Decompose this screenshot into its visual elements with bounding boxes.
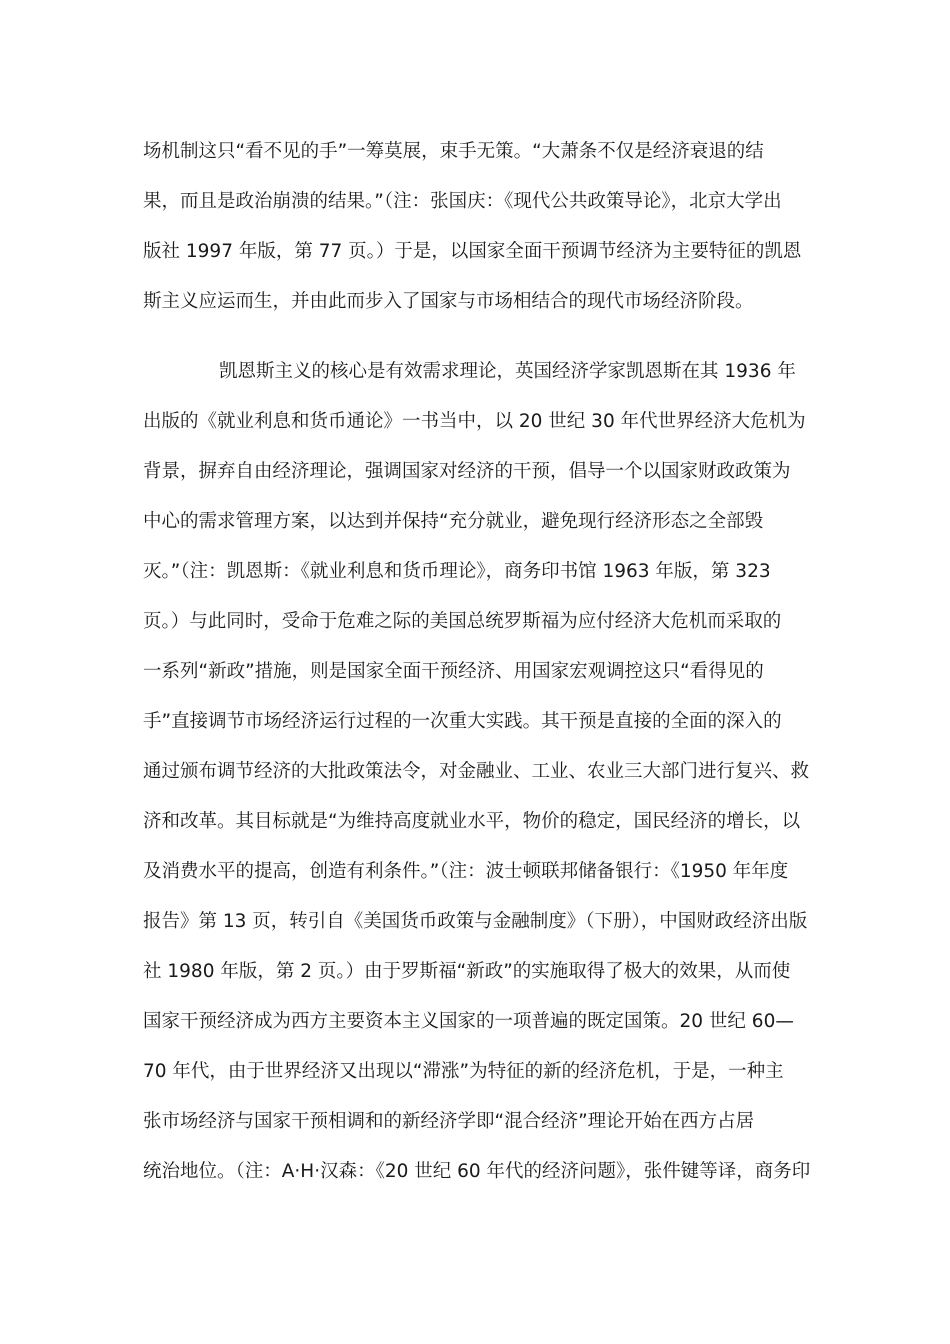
text-line: 果，而且是政治崩溃的结果。”（注：张国庆：《现代公共政策导论》，北京大学出: [143, 191, 782, 212]
text-line: 社 1980 年版，第 2 页。）由于罗斯福“新政”的实施取得了极大的效果，从而使: [143, 961, 791, 982]
text-line: 手”直接调节市场经济运行过程的一次重大实践。其干预是直接的全面的深入的: [143, 711, 782, 732]
text-line: 统治地位。（注：A·H·汉森：《20 世纪 60 年代的经济问题》，张件键等译，商务印: [143, 1161, 811, 1182]
text-line: 中心的需求管理方案，以达到并保持“充分就业，避免现行经济形态之全部毁: [143, 511, 764, 532]
text-line: 页。）与此同时，受命于危难之际的美国总统罗斯福为应付经济大危机而采取的: [143, 611, 782, 632]
text-line: 背景，摒弃自由经济理论，强调国家对经济的干预，倡导一个以国家财政政策为: [143, 461, 791, 482]
text-line: 场机制这只“看不见的手”一筹莫展，束手无策。“大萧条不仅是经济衰退的结: [143, 141, 764, 162]
text-line: 出版的《就业利息和货币通论》一书当中，以 20 世纪 30 年代世界经济大危机为: [143, 411, 806, 432]
text-line: 济和改革。其目标就是“为维持高度就业水平，物价的稳定，国民经济的增长，以: [143, 811, 801, 832]
text-line: 70 年代，由于世界经济又出现以“滞涨”为特征的新的经济危机，于是，一种主: [143, 1061, 784, 1082]
text-line: 国家干预经济成为西方主要资本主义国家的一项普遍的既定国策。20 世纪 60—: [143, 1011, 794, 1032]
text-line: 张市场经济与国家干预相调和的新经济学即“混合经济”理论开始在西方占居: [143, 1111, 755, 1132]
text-line: 灭。”（注：凯恩斯：《就业利息和货币理论》，商务印书馆 1963 年版，第 323: [143, 561, 771, 582]
text-line: 版社 1997 年版，第 77 页。）于是，以国家全面干预调节经济为主要特征的凯恩: [143, 241, 802, 262]
text-line: 通过颁布调节经济的大批政策法令，对金融业、工业、农业三大部门进行复兴、救: [143, 761, 810, 782]
text-line: 一系列“新政”措施，则是国家全面干预经济、用国家宏观调控这只“看得见的: [143, 661, 764, 682]
text-line: 斯主义应运而生，并由此而步入了国家与市场相结合的现代市场经济阶段。: [143, 291, 754, 312]
text-line-indented: 凯恩斯主义的核心是有效需求理论，英国经济学家凯恩斯在其 1936 年: [219, 361, 796, 382]
text-line: 及消费水平的提高，创造有利条件。”（注：波士顿联邦储备银行：《1950 年年度: [143, 861, 789, 882]
paragraph-1: [143, 127, 813, 327]
paragraph-2: [143, 347, 813, 1197]
text-line: 报告》第 13 页，转引自《美国货币政策与金融制度》（下册），中国财政经济出版: [143, 911, 808, 932]
